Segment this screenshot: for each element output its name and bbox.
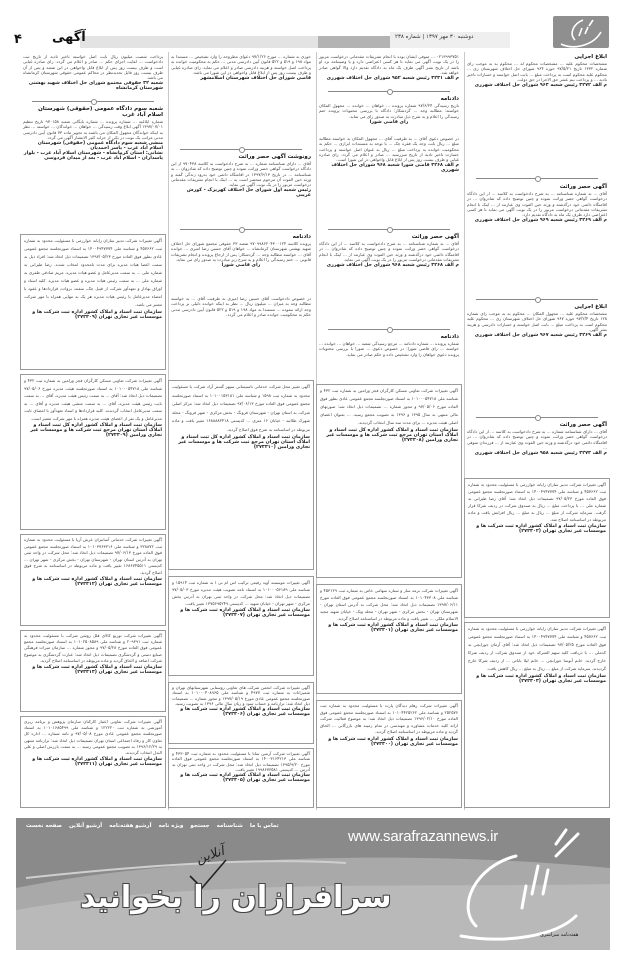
- nav-contact[interactable]: تماس با ما: [249, 823, 279, 829]
- nav-home[interactable]: صفحه نخست: [26, 823, 62, 829]
- promo-banner[interactable]: [16, 818, 610, 950]
- company-notice: [168, 576, 314, 676]
- notice-verdict-body: [168, 294, 314, 378]
- notice-signature: سازمان ثبت اسناد و املاک کشور اداره ثبت شرکت ها و موسسات غیر تجاری تهران (۲۷۴۳۰۰): [328, 736, 458, 747]
- nav-special-issue[interactable]: ویژه نامه: [158, 823, 184, 829]
- notice-title: دادنامه: [440, 334, 459, 340]
- company-notice: [20, 234, 166, 370]
- notice-signature: سازمان ثبت اسناد و املاک کشور اداره ثبت شرکت ها و موسسات غیر تجاری تهران (۲۷۴۳۰۱): [328, 623, 458, 633]
- section-title: آگهی: [52, 30, 86, 45]
- notice-body: آگهی تغییرات شرکت تدبیر سازان رایانه خوارزمی با مسئولیت محدود به شماره ثبت ۴۵۷۶۶۲ و شناسه ملی ۱۴۰۰۴۹۴۷۷۷۴ به استناد صورتجلسه مجمع عمومی فوق العاده مورخ ۹۷/۰۵/۲۵ تصمیمات ذیل اتخاذ شد: آقای آرمان جورابچی به کدملی ... با دریافت کلیه سهم الشرکه خود از صندوق شرکت از ردیف شرکا خارج گردید. خانم آتوسا جورابچی ... خانم لیلا بابائی ... از ردیف شرکا خارج گردیدند. سرمایه شرکت از مبلغ ... ریال به مبلغ ... ریال کاهش یافت.: [468, 626, 607, 671]
- company-notice: [316, 584, 462, 694]
- notice-body: پرونده کلاسه ۹۷۰۹۹۸۶۲۰۴۳۰۰۱۲۴ شعبه ۳۳ حقوقی مجتمع شورای حل اختلاف شهید بهشتی شهرستان کرمانشاه ... خواهان آقای حسین رضا امیری ... خوانده آقای ... خواسته مطالبه وجه ... گردشکار: پس از ارجاع پرونده و انجام تشریفات قانونی ... ختم رسیدگی را اعلام و به شرح زیر مبادرت به صدور رای می نماید.: [171, 241, 312, 262]
- company-notice: [168, 380, 314, 570]
- masthead-logo-icon: [553, 16, 609, 48]
- nav-about[interactable]: شناسنامه: [216, 823, 243, 829]
- notice-subtitle: رای قاضی شورا: [221, 263, 261, 269]
- notice-body: آگهی تغییرات شرکت خدماتی آسانبران عرش آریا با مسئولیت محدود به شماره ثبت ۳۲۸۸۷۲ و شناسه ملی ۱۰۱۰۳۷۶۳۳۱۶ به استناد صورتجلسه مجمع عمومی فوق العاده مورخ ۹۷/۰۶/۱۳ تصمیمات ذیل اتخاذ شد: محل شرکت در واحد ثبتی تهران به آدرس استان تهران - شهرستان تهران - بخش مرکزی - شهر تهران ... کدپستی ۱۶۸۶۷۴۵۵۱۱ تغییر یافت و ماده مربوطه در اساسنامه به شرح فوق اصلاح گردید.: [24, 537, 163, 575]
- notice-verdict-end: [20, 52, 166, 94]
- company-notice: [464, 622, 610, 808]
- nav-weekly-archive[interactable]: آرشیو هفته‌نامه: [109, 823, 152, 829]
- notice-signature: م الف ۳۲۷۲ رئیس شعبه ۹۶۴ شورای حل اختلاف شهرری: [474, 83, 607, 89]
- notice-body: آگهی تغییرات شرکت توزیع کالای قلل روشن شرکت با مسئولیت محدود به شماره ثبت ۲۰۹۳۹۱ و شناسه ملی ۱۰۱۰۲۵۰۸۵۸۹ به استناد صورتجلسه مجمع عمومی فوق العاده مورخ ۹۷/۰۵/۲۸ و مجوز شماره ... سازمان میراث فرهنگی صنایع دستی و گردشگری تصمیمات ذیل اتخاذ شد: عبارت گردشگری به موضوع شرکت اضافه و الحاق گردید و ماده مربوطه در اساسنامه اصلاح گردید.: [24, 633, 163, 663]
- notice-title: دادنامه: [440, 96, 459, 102]
- notice-signature: م الف ۳۲۶۹ رئیس شعبه ۹۶۹ شورای حل اختلاف شهرری: [474, 218, 607, 224]
- notice-signature: سازمان ثبت اسناد و املاک کشور اداره ثبت شرکت ها و موسسات غیر تجاری تهران (۲۷۴۳۰۷): [180, 608, 310, 618]
- company-notice: [20, 374, 166, 530]
- notice-body: آقای ... دارای شناسنامه شماره ... به شرح دادخواست به کلاسه ۹۷۰۴۳۸ از این دادگاه درخواست گواهی حصر وراثت نموده و چنین توضیح داده که شادروان ... به شناسنامه ... در تاریخ ۱۳۹۷/۶/۱۳ در اقامتگاه دائمی خود بدرود زندگی گفته و ورثه حین الفوت آن مرحوم منحصر است به ... اینک با انجام تشریفات مقدماتی درخواست مزبور را در یک نوبت آگهی می نماید.: [171, 161, 311, 188]
- notice-body: آگهی تغییرات شرکت آرمین سانا با مسئولیت محدود به شماره ثبت ۴۳۳۰۵۴ و شناسه ملی ۱۴۰۰۳۱۶۴۲۱۳ به استناد صورتجلسه مجمع عمومی فوق العاده مورخ ۱۳۹۵/۹/۲۰ تصمیمات ذیل اتخاذ شد: محل شرکت در واحد ثبتی تهران به آدرس ... کدپستی ۱۹۹۸۶۷۳۵۸۱ تغییر یافت.: [172, 751, 311, 772]
- notice-signature: قاضی شورای حل اختلاف شهرستان اسلامشهر: [200, 76, 311, 82]
- page-header: [0, 0, 620, 50]
- notice-inheritance-end: [316, 52, 462, 82]
- notice-signature: سازمان ثبت اسناد و املاک کشور اداره ثبت شرکت ها و موسسات غیر تجاری تهران (۲۷۴۳۱۱): [32, 757, 162, 768]
- notice-body: تاریخ رسیدگی ۹۷/۶/۲۴ شماره پرونده ... خواهان ... خوانده ... مجهول المکان خواسته: مطالبه وجه ... گردشکار: دادگاه با بررسی محتویات پرونده ختم رسیدگی را اعلام و به شرح ذیل مبادرت به صدور رای می نماید.: [319, 103, 459, 119]
- notice-signature: م الف ۳۲۶۸ قاضی شورا شعبه ۹۶۸ شورای حل اختلاف شهرری: [331, 163, 459, 174]
- notice-signature: سازمان ثبت اسناد و املاک کشور اداره ثبت شرکت ها و موسسات غیر تجاری تهران (۲۷۴۳۰۶): [180, 707, 310, 718]
- notice-body: آگهی تغییرات شرکت رهام دیدگان پارت با مسئولیت محدود به شماره ثبت ۲۵۲۵۷۶ و شناسه ملی ۱۰۱۰۴۴۲۵۲۶۲ به استناد صورتجلسه مجمع عمومی فوق العاده مورخ ۱۳۹۶/۰۲/۱۰ تصمیمات ذیل اتخاذ شد: به موضوع فعالیت شرکت ارائه کلیه خدمات مشاوره و مهندسی در تمام زمینه های بازرگانی ... الحاق گردید و ماده مربوطه در اساسنامه اصلاح گردید.: [320, 703, 458, 735]
- notice-body: آگهی تغییرات شرکت تعاونی اعتبار کارکنان سازمان پژوهش و برنامه ریزی آموزشی به شماره ثبت ۱۲۲۲۲۰ و شناسه ملی ۱۰۱۰۱۶۸۵۴۹۹ به استناد صورتجلسه مجمع عمومی عادی مورخ ۹۷/۰۵/۰۸ و نامه شماره ... اداره کل تعاون کار و رفاه اجتماعی استان تهران تصمیمات ذیل اتخاذ شد: ترازنامه منتهی به ۱۳۹۶/۱۲/۲۹ به تصویب مجمع عمومی رسید ... به سمت بازرس اصلی و علی البدل انتخاب گردیدند.: [24, 719, 163, 756]
- notice-signature: شعبه ۳۲ حقوقی مجتمع شورای حل اختلاف شهید بهشتی شهرستان کرمانشاه: [28, 81, 163, 92]
- notice-subtitle: رای قاضی شورا: [369, 119, 409, 125]
- notice-body: ۰۲۱۳۹۹۳۷۵۱ ... متوفی ایشان بوده با انجام تشریفات مقدماتی درخواست مزبور را در یک نوبت آگهی می نماید تا هر کسی اعتراضی دارد و یا وصیتنامه نزد او باشد از تاریخ نشر آگهی ظرف یک ماه به دادگاه تقدیم دارد والا گواهی صادر خواهد شد.: [319, 54, 459, 75]
- notice-body: آگهی تغییرات موسسه آوید رفیعی ترکیب اس ام تی ا به شماره ثبت ۱۵۹۱۴ و شناسه ملی ۱۰۱۰۰۰۵۶۱۸۹ به استناد نامه تصویب هیئت مدیره مورخ ۹۷/۰۵/۰۳ تصمیمات ذیل اتخاذ شد: محل شرکت در واحد ثبتی تهران به آدرس بخش مرکزی - شهر تهران - خیابان شهید ... کدپستی ۱۳۷۵۶۹۵۲۴۹ تغییر یافت.: [172, 580, 310, 606]
- banner-slogan: سرافرازان را بخوانید: [80, 880, 392, 915]
- notice-title: رونوشت آگهی حصر وراثت: [238, 154, 311, 160]
- notice-inheritance: [464, 182, 610, 294]
- classifieds-page: [16, 52, 610, 810]
- notice-signature: سازمان ثبت اسناد و املاک کشور اداره ثبت شرکت ها و موسسات غیر تجاری تهران (۲۷۴۳۱۲): [32, 577, 162, 587]
- company-notice: [316, 384, 462, 578]
- notice-signature: سازمان ثبت اسناد و املاک کشور اداره کل ثبت اسناد و املاک استان تهران مرجع ثبت شرکت ها و موسسات غیر تجاری ورامین (۲۷۴۳۰۸): [326, 428, 458, 443]
- online-label: آنلاین: [194, 843, 227, 868]
- header-rule-accent: [318, 36, 390, 48]
- notice-signature: سازمان ثبت اسناد و املاک کشور اداره کل ثبت اسناد و املاک استان تهران مرجع ثبت شرکت ها و موسسات غیر تجاری ورامین (۲۷۴۳۰۹): [30, 423, 162, 438]
- column-4: [20, 52, 166, 810]
- notice-body: شماره پرونده ... شماره دادنامه ... مرجع رسیدگی شعبه ... خواهان ... خوانده ... خواسته ... رای قاضی شورا: در خصوص دعوی ... شورا با بررسی محتویات پرونده دعوی خواهان را وارد تشخیص داده و حکم صادر می نماید.: [319, 341, 459, 357]
- notice-title: آگهی حصر وراثت: [411, 234, 459, 240]
- notice-body: آقای ... به شماره شناسنامه ... به شرح دادخواست به کلاسه ... از این دادگاه درخواست گواهی حصر وراثت نموده و چنین توضیح داده که شادروان ... در اقامتگاه دائمی خود درگذشته و ورثه حین الفوت وی عبارتند از ... اینک با انجام تشریفات مقدماتی درخواست مزبور را در یک نوبت آگهی می نماید.: [319, 241, 459, 262]
- notice-inheritance: [316, 232, 462, 324]
- notice-signature: سازمان ثبت اسناد و املاک کشور اداره ثبت شرکت ها و موسسات غیر تجاری تهران (۲۷۴۳۱۴): [32, 665, 162, 676]
- sarafrazan-logo-icon: [446, 826, 596, 946]
- notice-body: آگهی تغییرات شرکت ترمه ساز و ستاره سهامی خاص به شماره ثبت ۴۵۳۱۲۹ و شناسه ملی ۱۰۱۰۴۳۳۰۸ به استناد صورتجلسه مجمع عمومی فوق العاده مورخ ۱۳۹۷/۰۶/۱۱ تصمیمات ذیل اتخاذ شد: محل شرکت به آدرس استان تهران - شهرستان تهران - بخش مرکزی - شهر تهران - محله ونک - خیابان شهید مجید الاسلام ملکی ... تغییر یافت و ماده مربوطه در اساسنامه اصلاح گردید.: [320, 588, 458, 621]
- notice-execution: [464, 302, 610, 412]
- notice-body: آگهی تغییرات شرکت تدبیر سازان رایانه خوارزمی با مسئولیت محدود به شماره ثبت ۴۵۷۶۶۲ و شناسه ملی ۱۴۰۰۴۹۴۷۷۷۴ به استناد صورتجلسه مجمع عمومی فوق العاده مورخ ۹۷/۰۵/۲۳ تصمیمات ذیل اتخاذ شد: آقای رضا طیرانی به شماره ملی ... با پرداخت مبلغ ... ریال به صندوق شرکت در ردیف شرکا قرار گرفت. سرمایه شرکت از مبلغ ... ریال به مبلغ ... ریال افزایش یافت و ماده مربوطه در اساسنامه اصلاح شد.: [468, 482, 607, 522]
- notice-verdict-body: [316, 134, 462, 224]
- column-3: [168, 52, 314, 810]
- notice-verdict: [316, 332, 462, 382]
- notice-signature: م الف ۳۲۳۱ رئیس شعبه ۹۵۲ شورای حل اختلاف شهرری: [326, 76, 459, 82]
- notice-signature: سازمان ثبت اسناد و املاک کشور اداره ثبت شرکت ها و موسسات غیر تجاری تهران (۲۷۴۳۰۳): [476, 674, 606, 684]
- company-notice: [20, 716, 166, 808]
- page-number: ۴: [14, 32, 22, 47]
- notice-signature: رئیس شعبه اول شورای حل اختلاف کهریزک - کورش غریبی: [186, 188, 311, 199]
- notice-signature: سازمان ثبت اسناد و املاک کشور اداره ثبت شرکت ها و موسسات غیر تجاری تهران (۲۷۴۳۰۲): [476, 524, 606, 534]
- company-notice: [168, 748, 314, 808]
- notice-body: در خصوص دادخواست آقای حسین رضا امیری به طرفیت آقای ... به خواسته مطالبه وجه به میزان ... میلیون ریال ... نظر به اینکه خوانده دلیلی بر پرداخت وجه ارائه ننموده ... مستندا به مواد ۱۹۸ و ۵۱۹ و ۵۲۲ قانون آیین دادرسی مدنی حکم به محکومیت خوانده صادر و اعلام می گردد.: [171, 296, 311, 317]
- notice-body: شماره ابلاغیه ... شماره پرونده ... شماره بایگانی شعبه ۹۷۰۱۵۸ تاریخ تنظیم ۱۳۹۷/۰۷/۰۱ آگهی ابلاغ وقت رسیدگی ... خواهان ... خواندگان ... خواسته ... نظر به اینکه خواندگان مجهول المکان می باشند به تجویز ماده ۷۳ قانون آیین دادرسی مدنی مراتب یک نوبت در یکی از جراید کثیر الانتشار آگهی می گردد.: [23, 119, 163, 140]
- notice-body: آگهی تغییر محل شرکت خدماتی تاسیساتی سپهر گستر آراد شرکت با مسئولیت محدود به شماره ثبت ۱۵۹۸ و شناسه ملی ۱۰۱۰۰۱۵۳۱۸۱ به استناد صورتجلسه مجمع عمومی فوق العاده مورخ ۹۷/۰۶/۱۳ تصمیمات ذیل اتخاذ شد: مرکز اصلی شرکت به استان تهران - شهرستان فرونگ - بخش مرکزی - شهر فرونگ - محله شهرک طلائیه - خیابان ۱۶ متری ... کدپستی ۱۶۸۸۸۸۳۴۱۸ تغییر یافت و ماده مربوطه در اساسنامه به شرح فوق اصلاح گردید.: [172, 384, 310, 432]
- notice-body: مشخصات محکوم علیه ... مشخصات محکوم له ... محکوم به به موجب رای شماره ۱۳۳۲ تاریخ ۹۷/۵/۲۱ حوزه ۹۶۴ شورای حل اختلاف شهرستان ری ... محکوم علیه محکوم است به پرداخت مبلغ ... بابت اصل خواسته و خسارات تاخیر تادیه ... و پرداخت نیم عشر حق الاجرا در حق دولت.: [467, 61, 607, 82]
- company-notice: [464, 478, 610, 618]
- column-1: [464, 52, 610, 810]
- nav-online-archive[interactable]: آرشیو آنلاین: [68, 823, 103, 829]
- banner-tagline: هفته‌نامه سراسری: [540, 932, 579, 938]
- notice-body: پرداخت شصت میلیون ریال بابت اصل خواسته تاخیر تادیه از تاریخ ثبت دادخواست ... لغایت اجرای حکم ... صادر و اعلام می گردد. رای صادره غیابی است و ظرف بیست روز پس از ابلاغ قابل واخواهی در این شعبه و پس از آن ظرف بیست روز قابل تجدیدنظر در محاکم عمومی حقوقی شهرستان کرمانشاه می باشد.: [23, 54, 163, 81]
- notice-body: آقای ... به شماره شناسنامه ... به شرح دادخواست به کلاسه ... از این دادگاه درخواست گواهی حصر وراثت نموده و چنین توضیح داده که شادروان ... در اقامتگاه دائمی خود درگذشته و ورثه حین الفوت وی عبارتند از ... اینک با انجام تشریفات مقدماتی درخواست مزبور را در یک نوبت آگهی می نماید تا هر کسی اعتراضی دارد ظرف یک ماه به دادگاه تقدیم دارد.: [467, 191, 607, 218]
- notice-inheritance: [168, 152, 314, 222]
- notice-verdict: [316, 94, 462, 132]
- notice-signature: سازمان ثبت اسناد و املاک کشور اداره ثبت شرکت ها و موسسات غیر تجاری تهران (۲۷۴۳۰۹): [32, 310, 162, 320]
- notice-signature: منشی شعبه سوم دادگاه عمومی (حقوقی) شهرستان اسلام آباد غرب - یاسر احمدیان نشانی: استان کرمانشاه - شهرستان اسلام آباد غرب - بلوار پاسداران - اسلام آباد غرب - بعد از میدان فردوسی: [23, 141, 163, 162]
- separator: [476, 175, 598, 182]
- notice-verdict: [168, 232, 314, 294]
- column-2: [316, 52, 462, 810]
- notice-title: ابلاغ اجرایی: [574, 304, 607, 310]
- notice-body: در خصوص دعوی آقای ... به طرفیت آقای ... مجهول المکان به خواسته مطالبه مبلغ ... ریال بابت وجه یک فقره چک ... با توجه به مستندات ابرازی ... حکم به محکومیت خوانده به پرداخت مبلغ ... ریال به عنوان اصل خواسته و پرداخت خسارت تاخیر تادیه از تاریخ سررسید ... صادر و اعلام می گردد. رای صادره غیابی و ظرف بیست روز پس از ابلاغ قابل واخواهی در این شورا است.: [319, 136, 459, 163]
- notice-body: مشخصات محکوم علیه ... مجهول المکان ... محکوم به به موجب رای شماره ۱۲۸ تاریخ ۹۷/۲/۴ حوزه ۹۶۷ شورای حل اختلاف شهرستان ری ... محکوم علیه محکوم است به پرداخت مبلغ ... بابت اصل خواسته و خسارات دادرسی و هزینه نشر آگهی.: [467, 311, 607, 332]
- website-url[interactable]: www.sarafrazannews.ir: [348, 828, 499, 845]
- notice-signature: م الف ۳۲۷۴ رئیس شعبه ۹۵۸ شورای حل اختلاف شهرری: [474, 451, 607, 457]
- notice-signature: سازمان ثبت اسناد و املاک کشور اداره ثبت شرکت ها و موسسات غیر تجاری تهران (۲۷۴۳۰۵): [180, 773, 310, 784]
- notice-body: خوزی به شماره ... مورخ ۹۷/۱/۲۶ دعوای مطروحه را وارد تشخیص ... مستندا به مواد ۱۹۸ و ۵۱۹ و ۵۲۲ قانون آیین دادرسی مدنی ... حکم به محکومیت خوانده به پرداخت اصل خواسته و هزینه دادرسی صادر و اعلام می نماید. رای صادره غیابی و ظرف بیست روز پس از ابلاغ قابل واخواهی در این شورا می باشد.: [171, 54, 312, 75]
- notice-body: آقای ... دارای شناسنامه شماره ... به شرح دادخواست به کلاسه ... از این دادگاه درخواست گواهی حصر وراثت نموده و چنین توضیح داده که شادروان ... در اقامتگاه دائمی خود درگذشته و ورثه حین الفوت وی عبارتند از ... فرزندان متوفی ...: [467, 429, 607, 450]
- nav-search[interactable]: جستجو: [190, 823, 210, 829]
- company-notice: [168, 682, 314, 744]
- notice-signature: سازمان ثبت اسناد و املاک کشور اداره کل ثبت اسناد و املاک استان تهران مرجع ثبت شرکت ها و موسسات غیر تجاری ورامین (۲۷۴۳۱۰): [178, 435, 310, 450]
- company-notice: [20, 630, 166, 712]
- notice-inheritance: [464, 420, 610, 472]
- notice-execution: [464, 52, 610, 172]
- notice-court-summons: [20, 104, 166, 232]
- notice-body: آگهی تغییرات شرکت انجمن شرکت های تعاونی روستایی شهرستانهای تهران و شمیرانات به شماره ثبت ۴۹۷۷ و شناسه ملی ۱۰۱۰۰۰۴۰۸۹۶۵ به استناد صورتجلسه مجمع عمومی عادی مورخ ۱۳۹۷/۰۵/۱۹ و مجوز شماره ... تصمیمات ذیل اتخاذ شد: ترازنامه و حساب سود و زیان سال مالی ۱۳۹۶ به تصویب رسید.: [172, 685, 310, 706]
- notice-title: دادنامه: [292, 234, 311, 240]
- banner-nav: [26, 823, 279, 829]
- notice-body: آگهی تغییرات شرکت تعاونی مسکن کارگران فجر ورامین به شماره ثبت ۴۳۲ و شناسه ملی ۱۰۱۰۰۰۵۴۷۱۸ به استناد صورتجلسه مجمع عمومی عادی بطور فوق العاده مورخ ۹۷/۰۵/۰۶ و مجوز شماره ... تصمیمات ذیل اتخاذ شد: صورتهای مالی منتهی به سال ۱۳۹۵ و ۱۳۹۶ به تصویب مجمع رسید. ... بعنوان اعضای اصلی هیئت مدیره ... برای مدت سه سال انتخاب گردیدند.: [320, 388, 459, 425]
- notice-body: آگهی تغییرات شرکت تعاونی مسکن کارگران فجر ورامین به شماره ثبت ۴۳۲ و شناسه ملی ۱۰۱۰۰۰۵۴۷۱۸ به استناد صورتجلسه هیئت مدیره مورخ ۹۷/۰۵/۰۶ تصمیمات ذیل اتخاذ شد: آقای ... به سمت رئیس هیئت مدیره، آقای ... به سمت نایب رئیس هیئت مدیره، آقای ... به سمت منشی هیئت مدیره و آقای ... به سمت مدیرعامل انتخاب گردیدند. کلیه قراردادها و اسناد تعهدآور با امضای ثابت مدیرعامل و یک نفر از اعضای هیئت مدیره همراه با مهر شرکت معتبر است.: [24, 378, 162, 421]
- notice-title: ابلاغ اجرایی: [574, 54, 607, 60]
- issue-date: دوشنبه ۳۰ مهر ۱۳۹۷ | شماره ۲۳۸: [395, 34, 474, 40]
- notice-signature: م الف ۳۲۶۸ رئیس شعبه ۹۶۸ شورای حل اختلاف شهرری: [326, 263, 459, 269]
- company-notice: [316, 700, 462, 808]
- notice-verdict-end: [168, 52, 314, 140]
- notice-signature: م الف ۳۲۶۹ رئیس شعبه ۹۶۷ شورای حل اختلاف شهرری: [474, 333, 607, 339]
- notice-title: آگهی حصر وراثت: [559, 422, 607, 428]
- company-notice: [20, 534, 166, 626]
- notice-title: آگهی حصر وراثت: [559, 184, 607, 190]
- notice-title: شعبه سوم دادگاه عمومی (حقوقی) شهرستان اسلام آباد غرب: [38, 106, 163, 118]
- notice-body: آگهی تغییرات شرکت تدبیر سازان رایانه خوارزمی با مسئولیت محدود به شماره ثبت ۴۵۷۶۶۲ و شناسه ملی ۱۴۰۰۴۹۴۷۷۷۴ به استناد صورتجلسه مجمع عمومی عادی بطور فوق العاده مورخ ۱۳۹۷/۰۵/۲۳ تصمیمات ذیل اتخاذ شد: افراد ذیل به سمت اعضا هیات مدیره برای مدت نامحدود انتخاب شدند. رضا طیرانی به شماره ملی ... به سمت مدیرعامل و عضو هیات مدیره. مریم صادقی ظفری به شماره ملی ... به سمت رئیس هیات مدیره و عضو هیات مدیره. کلیه اسناد و اوراق بهادار و تعهدآور شرکت از قبیل چک، سفته، بروات، قراردادها و عقود با امضاء مدیرعامل یا رئیس هیات مدیره هر یک به تنهایی همراه با مهر شرکت معتبر می باشد.: [24, 238, 163, 307]
